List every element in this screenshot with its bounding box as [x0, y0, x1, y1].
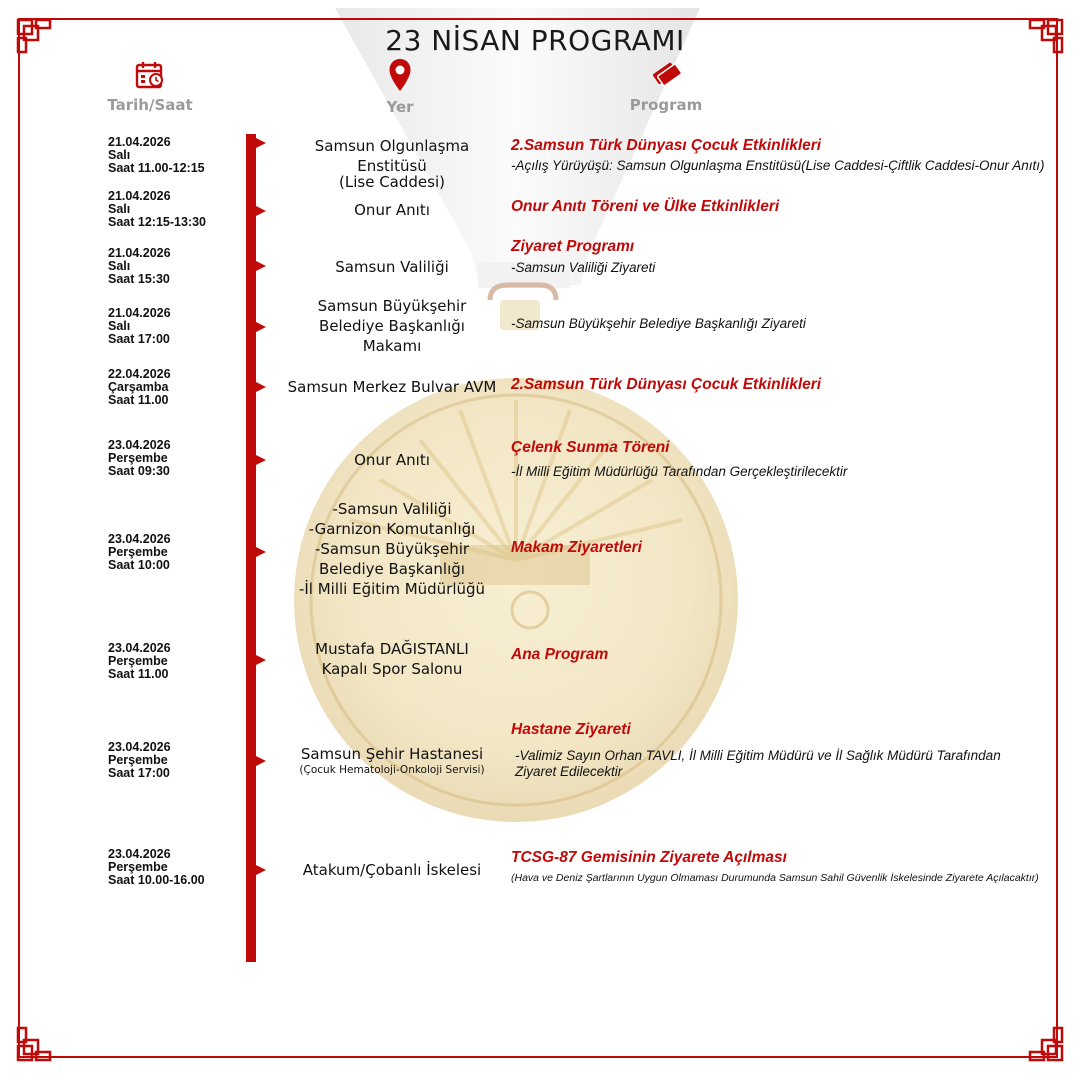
row-program: [511, 316, 1051, 332]
row-date: 21.04.2026 Salı Saat 17:00: [108, 306, 171, 346]
row-date: 23.04.2026 Perşembe Saat 10.00-16.00: [108, 847, 205, 887]
row-program: [511, 538, 1051, 558]
program-title: 2.Samsun Türk Dünyası Çocuk Etkinlikleri: [511, 376, 822, 393]
header-program: [626, 60, 706, 114]
calendar-clock-icon: [135, 60, 165, 90]
timeline-marker: [252, 545, 266, 559]
program-title: Makam Ziyaretleri: [511, 539, 642, 556]
row-date: 21.04.2026 Salı Saat 15:30: [108, 246, 171, 286]
header-place-label: Yer: [386, 98, 414, 116]
row-date: 23.04.2026 Perşembe Saat 17:00: [108, 740, 171, 780]
header-place: [370, 58, 430, 116]
header-date: [100, 60, 200, 114]
row-place: Samsun Şehir Hastanesi (Çocuk Hematoloji-Onkoloji Servisi): [282, 744, 502, 777]
row-date: 23.04.2026 Perşembe Saat 11.00: [108, 641, 171, 681]
page-title: 23 NİSAN PROGRAMI: [385, 24, 685, 57]
row-place: Samsun Valiliği: [335, 258, 449, 276]
timeline-marker: [252, 204, 266, 218]
timeline-marker: [252, 320, 266, 334]
row-place: Onur Anıtı: [354, 451, 430, 469]
timeline-marker: [252, 380, 266, 394]
row-date: 21.04.2026 Salı Saat 11.00-12:15: [108, 135, 205, 175]
program-description: -Açılış Yürüyüşü: Samsun Olgunlaşma Enstitüsü(Lise Caddesi-Çiftlik Caddesi-Onur Anıtı): [511, 158, 1045, 173]
timeline-marker: [252, 259, 266, 273]
program-description: -Valimiz Sayın Orhan TAVLI, İl Milli Eğitim Müdürü ve İl Sağlık Müdürü Tarafından Ziyaret Edilecektir: [515, 748, 1001, 779]
row-place: Samsun Olgunlaşma Enstitüsü (Lise Caddesi): [314, 137, 470, 191]
timeline-marker: [252, 136, 266, 150]
row-program: [511, 375, 1051, 395]
program-title: Çelenk Sunma Töreni: [511, 439, 670, 456]
corner-ornament-icon: [1028, 1026, 1064, 1062]
row-place: -Samsun Valiliği -Garnizon Komutanlığı -Samsun Büyükşehir Belediye Başkanlığı -İl Milli Eğitim Müdürlüğü: [298, 500, 486, 598]
row-program: [511, 136, 1051, 174]
row-program: [511, 720, 1051, 780]
program-description: -Samsun Valiliği Ziyareti: [511, 260, 656, 275]
timeline-marker: [252, 453, 266, 467]
program-description: (Hava ve Deniz Şartlarının Uygun Olmaması Durumunda Samsun Sahil Güvenlik İskelesinde Ziyarete Açılacaktır): [511, 872, 1039, 884]
tickets-icon: [649, 60, 683, 90]
row-place: Samsun Büyükşehir Belediye Başkanlığı Makamı: [317, 297, 467, 355]
program-title: 2.Samsun Türk Dünyası Çocuk Etkinlikleri: [511, 137, 822, 154]
row-place: Samsun Merkez Bulvar AVM: [287, 378, 497, 396]
map-pin-icon: [388, 58, 412, 92]
row-place: Mustafa DAĞISTANLI Kapalı Spor Salonu: [315, 640, 469, 678]
timeline-marker: [252, 653, 266, 667]
row-program: [511, 197, 1051, 217]
place-note: (Çocuk Hematoloji-Onkoloji Servisi): [299, 764, 485, 776]
row-date: 23.04.2026 Perşembe Saat 10:00: [108, 532, 171, 572]
row-program: [511, 848, 1051, 885]
timeline-marker: [252, 863, 266, 877]
program-description: -Samsun Büyükşehir Belediye Başkanlığı Ziyareti: [511, 316, 806, 331]
program-title: TCSG-87 Gemisinin Ziyarete Açılması: [511, 849, 787, 866]
row-date: 21.04.2026 Salı Saat 12:15-13:30: [108, 189, 206, 229]
program-description: -İl Milli Eğitim Müdürlüğü Tarafından Gerçekleştirilecektir: [511, 464, 848, 479]
corner-ornament-icon: [16, 1026, 52, 1062]
program-title: Onur Anıtı Töreni ve Ülke Etkinlikleri: [511, 198, 780, 215]
program-title: Ziyaret Programı: [511, 238, 635, 255]
row-place: Onur Anıtı: [354, 201, 430, 219]
row-place: Atakum/Çobanlı İskelesi: [302, 861, 482, 879]
program-title: Hastane Ziyareti: [511, 721, 631, 738]
row-date: 22.04.2026 Çarşamba Saat 11.00: [108, 367, 171, 407]
row-date: 23.04.2026 Perşembe Saat 09:30: [108, 438, 171, 478]
row-program: [511, 438, 1051, 480]
program-title: Ana Program: [511, 646, 609, 663]
header-date-label: Tarih/Saat: [107, 96, 193, 114]
row-program: [511, 237, 1051, 276]
timeline-marker: [252, 754, 266, 768]
header-program-label: Program: [629, 96, 703, 114]
row-program: [511, 645, 1051, 665]
